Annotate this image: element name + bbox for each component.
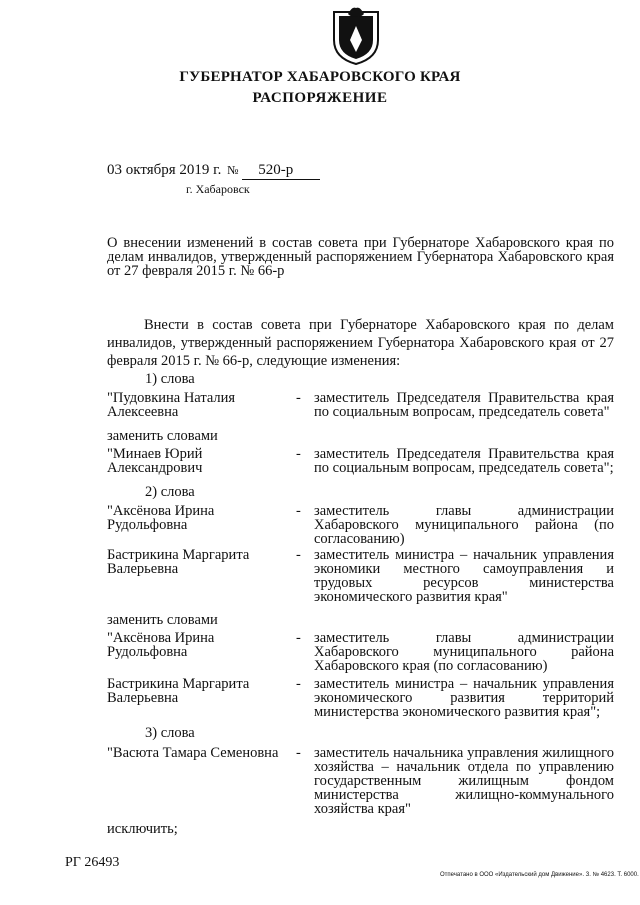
member-dash: - [296, 446, 301, 462]
item-3-label: 3) слова [145, 725, 195, 741]
replace-label: заменить словами [107, 428, 218, 444]
replace-label: заменить словами [107, 612, 218, 628]
number-sign: № [227, 163, 239, 177]
document-date: 03 октября 2019 г. [107, 162, 222, 178]
exclude-label: исключить; [107, 821, 178, 837]
member-position: заместитель Председателя Правительства края по социальным вопросам, председатель совета"; [314, 446, 614, 476]
governor-title: ГУБЕРНАТОР ХАБАРОВСКОГО КРАЯ [179, 69, 461, 85]
registry-code: РГ 26493 [65, 855, 120, 870]
document-type: РАСПОРЯЖЕНИЕ [252, 90, 388, 106]
member-dash: - [296, 390, 301, 406]
member-position: заместитель начальника управления жилищного хозяйства – начальник отдела по управлению государственным жилищным фондом министерства жилищно-коммунального хозяйства края" [314, 745, 614, 817]
member-dash: - [296, 676, 301, 692]
member-position: заместитель Председателя Правительства края по социальным вопросам, председатель совета" [314, 390, 614, 420]
member-position: заместитель главы администрации Хабаровского муниципального района (по согласованию) [314, 503, 614, 547]
member-row [107, 548, 614, 604]
item-2-label: 2) слова [145, 484, 195, 500]
coat-of-arms-emblem [330, 4, 382, 66]
member-row [107, 391, 614, 421]
member-dash: - [296, 630, 301, 646]
member-row [107, 447, 614, 477]
date-number-line [107, 162, 320, 180]
member-row [107, 677, 614, 719]
member-dash: - [296, 547, 301, 563]
member-name: "Аксёнова Ирина Рудольфовна [107, 630, 215, 660]
member-position: заместитель главы администрации Хабаровского муниципального района Хабаровского края (по согласованию) [314, 630, 614, 674]
document-city: г. Хабаровск [186, 182, 250, 196]
member-dash: - [296, 503, 301, 519]
intro-paragraph: Внести в состав совета при Губернаторе Хабаровского края по делам инвалидов, утвержденный распоряжением Губернатора Хабаровского края от 27 февраля 2015 г. № 66-р, следующие изменения: [107, 317, 614, 369]
item-1-label: 1) слова [145, 371, 195, 387]
member-row [107, 746, 614, 816]
member-name: "Аксёнова Ирина Рудольфовна [107, 503, 215, 533]
printer-imprint: Отпечатано в ООО «Издательский дом Движение». З. № 4623. Т. 6000. [440, 872, 639, 878]
member-position: заместитель министра – начальник управления экономического развития территорий министерства экономического развития края"; [314, 676, 614, 720]
member-row [107, 631, 614, 673]
member-name: Бастрикина Маргарита Валерьевна [107, 547, 250, 577]
member-name: "Васюта Тамара Семеновна [107, 745, 279, 761]
document-number: 520-р [242, 162, 320, 180]
member-name: Бастрикина Маргарита Валерьевна [107, 676, 250, 706]
member-row [107, 504, 614, 546]
member-name: "Минаев Юрий Александрович [107, 446, 203, 476]
document-subject: О внесении изменений в состав совета при Губернаторе Хабаровского края по делам инвалидов, утвержденный распоряжением Губернатора Хабаровского края от 27 февраля 2015 г. № 66-р [107, 235, 614, 279]
member-name: "Пудовкина Наталия Алексеевна [107, 390, 236, 420]
member-position: заместитель министра – начальник управления экономики местного самоуправления и трудовых ресурсов министерства экономического развития края" [314, 547, 614, 605]
member-dash: - [296, 745, 301, 761]
